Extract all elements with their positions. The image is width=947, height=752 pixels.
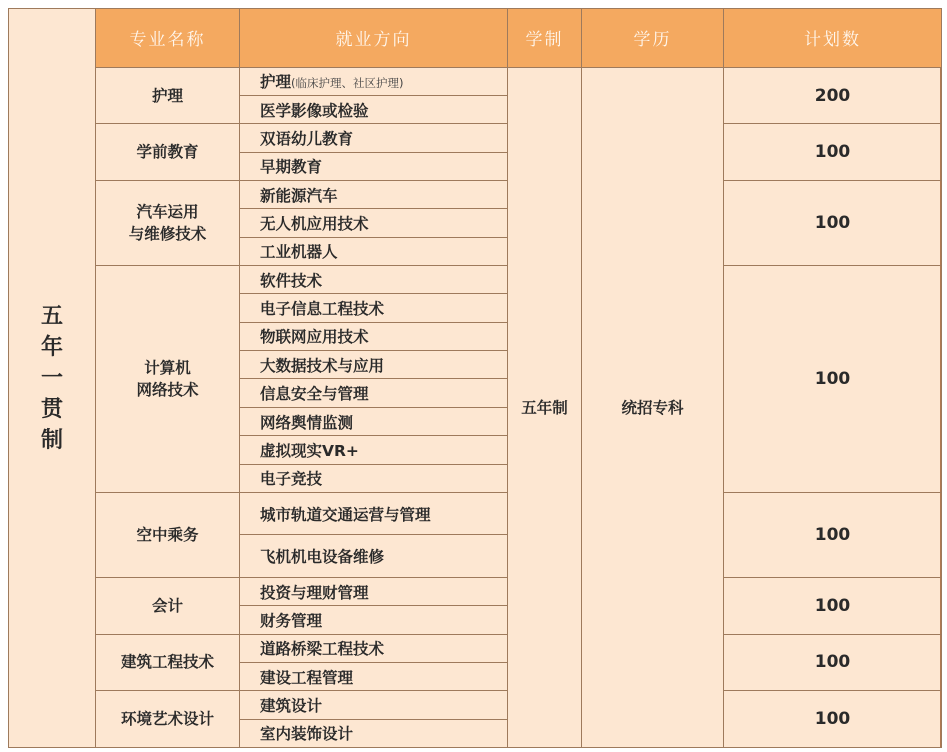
direction-cell xyxy=(240,266,508,294)
major-name-line: 与维修技术 xyxy=(128,225,207,244)
major-name xyxy=(96,124,240,181)
enrollment-plan-table xyxy=(8,8,942,748)
major-name-line: 会计 xyxy=(151,596,183,615)
major-name xyxy=(96,67,240,124)
direction-text: 早期教育 xyxy=(260,158,323,177)
header-direction: 就业方向 xyxy=(240,9,508,68)
education-level-cell: 统招专科 xyxy=(582,67,724,747)
direction-text: 软件技术 xyxy=(260,271,323,290)
major-name-line: 网络技术 xyxy=(136,380,199,399)
direction-cell xyxy=(240,464,508,492)
school-system-cell: 五年制 xyxy=(508,67,582,747)
direction-text: 物联网应用技术 xyxy=(260,328,369,347)
direction-cell xyxy=(240,719,508,747)
direction-text: 虚拟现实VR+ xyxy=(260,441,359,460)
direction-cell xyxy=(240,181,508,209)
direction-cell xyxy=(240,407,508,435)
header-education: 学历 xyxy=(582,9,724,68)
direction-cell xyxy=(240,152,508,180)
direction-text: 信息安全与管理 xyxy=(260,385,369,404)
table-row xyxy=(9,124,942,152)
direction-cell xyxy=(240,124,508,152)
major-name xyxy=(96,181,240,266)
major-name-line: 学前教育 xyxy=(136,143,199,162)
direction-text: 网络舆情监测 xyxy=(260,413,354,432)
table-row xyxy=(9,181,942,209)
table-row xyxy=(9,577,942,605)
direction-cell xyxy=(240,662,508,690)
direction-cell xyxy=(240,535,508,578)
direction-text: 道路桥梁工程技术 xyxy=(260,640,385,659)
plan-count: 100 xyxy=(724,124,942,181)
major-name-line: 建筑工程技术 xyxy=(120,653,214,672)
direction-text: 医学影像或检验 xyxy=(260,101,369,120)
direction-text: 新能源汽车 xyxy=(260,186,338,205)
direction-text: 建筑设计 xyxy=(260,696,323,715)
direction-cell xyxy=(240,67,508,95)
major-name-line: 护理 xyxy=(151,86,183,105)
direction-text: 城市轨道交通运营与管理 xyxy=(260,505,431,524)
direction-text: 投资与理财管理 xyxy=(260,583,369,602)
table-row xyxy=(9,634,942,662)
direction-text: 室内装饰设计 xyxy=(260,725,354,744)
plan-count: 100 xyxy=(724,577,942,634)
direction-cell xyxy=(240,606,508,634)
direction-text: 财务管理 xyxy=(260,611,323,630)
major-name xyxy=(96,691,240,748)
direction-text: 电子信息工程技术 xyxy=(260,300,385,319)
plan-count: 100 xyxy=(724,634,942,691)
table-row xyxy=(9,691,942,719)
major-name xyxy=(96,492,240,577)
direction-text: 护理 xyxy=(260,73,292,92)
direction-cell xyxy=(240,634,508,662)
direction-text: 无人机应用技术 xyxy=(260,215,369,234)
major-name xyxy=(96,634,240,691)
table-row xyxy=(9,266,942,294)
direction-text: 建设工程管理 xyxy=(260,668,354,687)
plan-count: 100 xyxy=(724,492,942,577)
direction-cell xyxy=(240,237,508,265)
major-name xyxy=(96,266,240,493)
major-name-line: 环境艺术设计 xyxy=(120,710,214,729)
direction-cell xyxy=(240,322,508,350)
direction-text: 双语幼儿教育 xyxy=(260,130,354,149)
direction-text: 飞机机电设备维修 xyxy=(260,548,385,567)
direction-text: 电子竞技 xyxy=(260,470,323,489)
direction-cell xyxy=(240,436,508,464)
plan-count: 100 xyxy=(724,266,942,493)
direction-cell xyxy=(240,691,508,719)
plan-count: 100 xyxy=(724,691,942,748)
header-major: 专业名称 xyxy=(96,9,240,68)
major-name-line: 汽车运用 xyxy=(136,203,199,222)
direction-cell xyxy=(240,492,508,535)
direction-cell xyxy=(240,209,508,237)
major-name xyxy=(96,577,240,634)
direction-cell xyxy=(240,379,508,407)
table-row xyxy=(9,492,942,535)
program-type-label: 五年一贯制 xyxy=(9,9,96,748)
direction-cell xyxy=(240,294,508,322)
direction-text: 工业机器人 xyxy=(260,243,338,262)
plan-count: 200 xyxy=(724,67,942,124)
table-row xyxy=(9,67,942,95)
header-row xyxy=(9,9,942,68)
direction-cell xyxy=(240,577,508,605)
direction-cell xyxy=(240,351,508,379)
major-name-line: 计算机 xyxy=(144,358,191,377)
header-plan: 计划数 xyxy=(724,9,942,68)
header-system: 学制 xyxy=(508,9,582,68)
plan-count: 100 xyxy=(724,181,942,266)
direction-cell xyxy=(240,96,508,124)
direction-note: (临床护理、社区护理) xyxy=(291,76,404,91)
direction-text: 大数据技术与应用 xyxy=(260,356,385,375)
major-name-line: 空中乘务 xyxy=(136,525,199,544)
